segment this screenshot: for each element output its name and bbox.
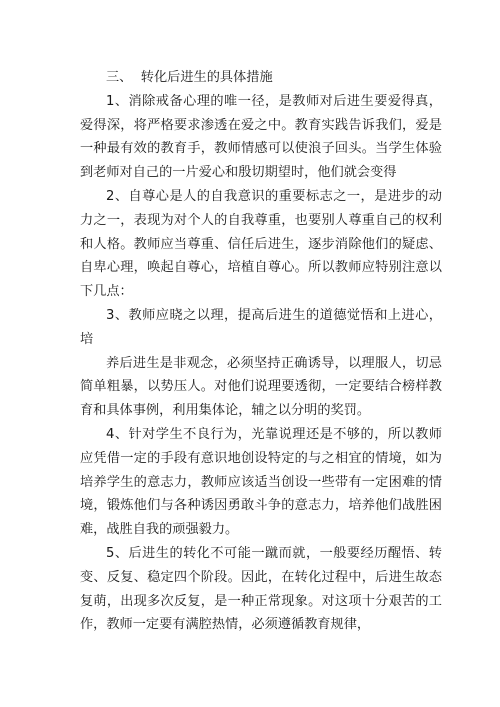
paragraph-1: 1、消除戒备心理的唯一径，是教师对后进生要爱得真，爱得深，将严格要求渗透在爱之中。教育实践告诉我们，爱是一种最有效的教育手，教师情感可以使浪子回头。当学生体验到老师对自己的一片爱心和殷切期望时，他们就会变得 — [80, 93, 442, 181]
section-heading: 三、 转化后进生的具体措施 — [106, 70, 273, 85]
paragraph-2: 2、自尊心是人的自我意识的重要标志之一，是进步的动力之一，表现为对个人的自我尊重，也要别人尊重自己的权利和人格。教师应当尊重、信任后进生，逐步消除他们的疑虑、自卑心理，唤起自尊心，培植自尊心。所以教师应特别注意以下几点： — [80, 188, 442, 300]
paragraph-5: 4、针对学生不良行为，光靠说理还是不够的，所以教师应凭借一定的手段有意识地创设特定的与之相宜的情境，如为培养学生的意志力，教师应该适当创设一些带有一定困难的情境，锻炼他们与各种诱因勇敢斗争的意志力，培养他们战胜困难，战胜自我的顽强毅力。 — [80, 426, 442, 538]
paragraph-4: 养后进生是非观念，必须坚持正确诱导，以理服人，切忌简单粗暴，以势压人。对他们说理要透彻，一定要结合榜样教育和具体事例，利用集体论，辅之以分明的奖罚。 — [80, 355, 442, 419]
document-body — [80, 66, 442, 637]
paragraph-3: 3、教师应晓之以理，提高后进生的道德觉悟和上进心，培 — [80, 307, 442, 347]
paragraph-6: 5、后进生的转化不可能一蹴而就，一般要经历醒悟、转变、反复、稳定四个阶段。因此，在转化过程中，后进生故态复萌，出现多次反复，是一种正常现象。对这项十分艰苦的工作，教师一定要有满腔热情，必须遵循教育规律， — [80, 545, 442, 633]
